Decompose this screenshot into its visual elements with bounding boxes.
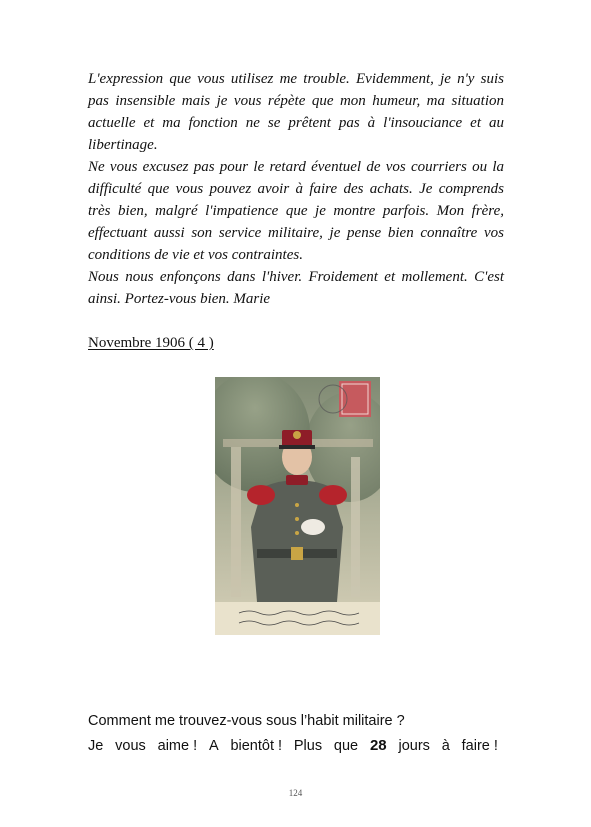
page-number: 124 bbox=[288, 788, 303, 798]
caption-word: jours bbox=[398, 738, 430, 754]
letter-paragraph-1: L'expression que vous utilisez me trouble. Evidemment, je n'y suis pas insensible mais je vous répète que mon humeur, ma situation actuelle et ma fonction ne se prêtent pas à l'insouciance et au libertinage. bbox=[88, 71, 504, 153]
days-count: 28 bbox=[369, 737, 387, 754]
caption-word: A bbox=[208, 738, 219, 754]
caption-word: bientôt ! bbox=[230, 738, 283, 754]
postcard-photo bbox=[215, 377, 380, 635]
soldier-portrait-image bbox=[215, 377, 380, 635]
caption-countdown bbox=[88, 737, 498, 754]
caption-question: Comment me trouvez-vous sous l’habit militaire ? bbox=[88, 713, 405, 729]
caption-word: à bbox=[441, 738, 450, 754]
caption-word: faire ! bbox=[461, 738, 498, 754]
caption-word: aime ! bbox=[157, 738, 198, 754]
letter-paragraph-2: Ne vous excusez pas pour le retard éventuel de vos courriers ou la difficulté que vous pouvez avoir à faire des achats. Je comprends très bien, malgré l'impatience que je montre parfois. Mon frère, effectuant aussi son service militaire, je pense bien connaître vos conditions de vie et vos contraintes. bbox=[88, 159, 504, 263]
letter-paragraph-3: Nous nous enfonçons dans l'hiver. Froidement et mollement. C'est ainsi. Portez-vous bien. Marie bbox=[88, 269, 504, 307]
caption-word: que bbox=[333, 738, 359, 754]
caption-word: Plus bbox=[293, 738, 323, 754]
caption-word: Je bbox=[88, 738, 104, 754]
section-heading: Novembre 1906 ( 4 ) bbox=[88, 335, 214, 351]
caption-word: vous bbox=[115, 738, 146, 754]
